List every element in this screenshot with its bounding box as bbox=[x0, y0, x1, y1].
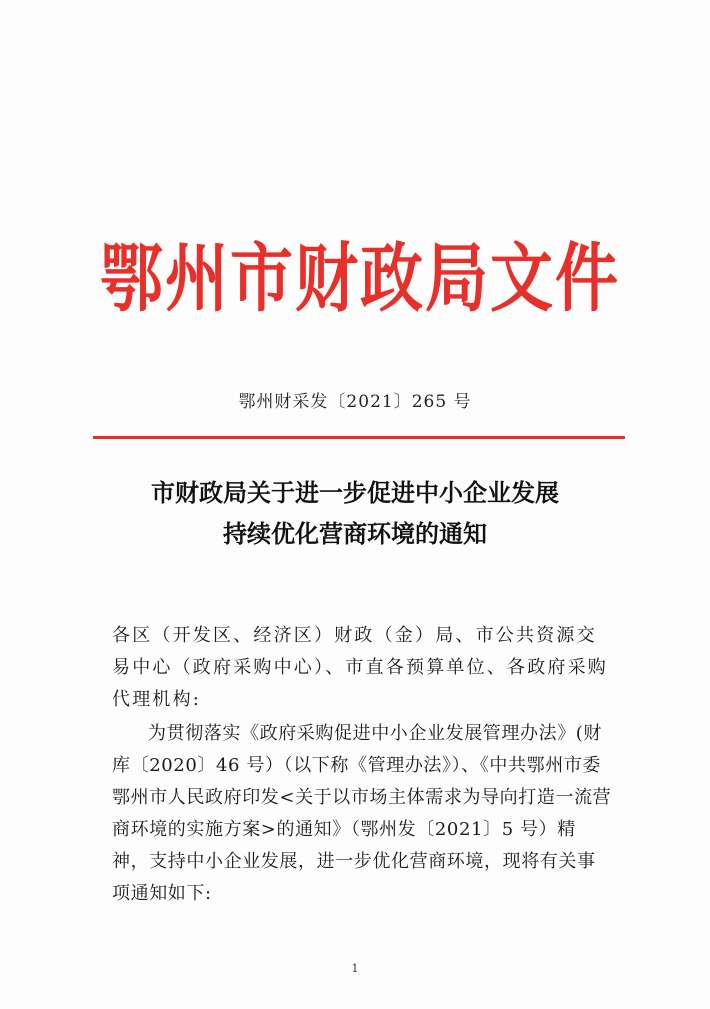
document-title bbox=[80, 472, 630, 554]
document-body bbox=[112, 620, 612, 910]
agency-header-title: 鄂州市财政局文件 bbox=[100, 234, 620, 322]
salutation-paragraph: 各区（开发区、经济区）财政（金）局、市公共资源交易中心（政府采购中心）、市直各预算单位、各政府采购代理机构: bbox=[112, 625, 608, 710]
document-number: 鄂州财采发〔2021〕265 号 bbox=[238, 392, 472, 412]
body-paragraph-1: 为贯彻落实《政府采购促进中小企业发展管理办法》(财库〔2020〕46 号）（以下称《管理办法》）、《中共鄂州市委 鄂州市人民政府印发<关于以市场主体需求为导向打造一流营商环境的实施方案>的通知》（鄂州发〔2021〕5 号）精神，支持中小企业发展，进一步优化营商环境，现将有关事项通知如下: bbox=[112, 723, 612, 904]
page-number: 1 bbox=[351, 962, 359, 975]
document-title-line-1: 市财政局关于进一步促进中小企业发展 bbox=[151, 478, 559, 507]
document-title-line-2: 持续优化营商环境的通知 bbox=[223, 519, 487, 548]
red-divider-line bbox=[93, 436, 625, 439]
